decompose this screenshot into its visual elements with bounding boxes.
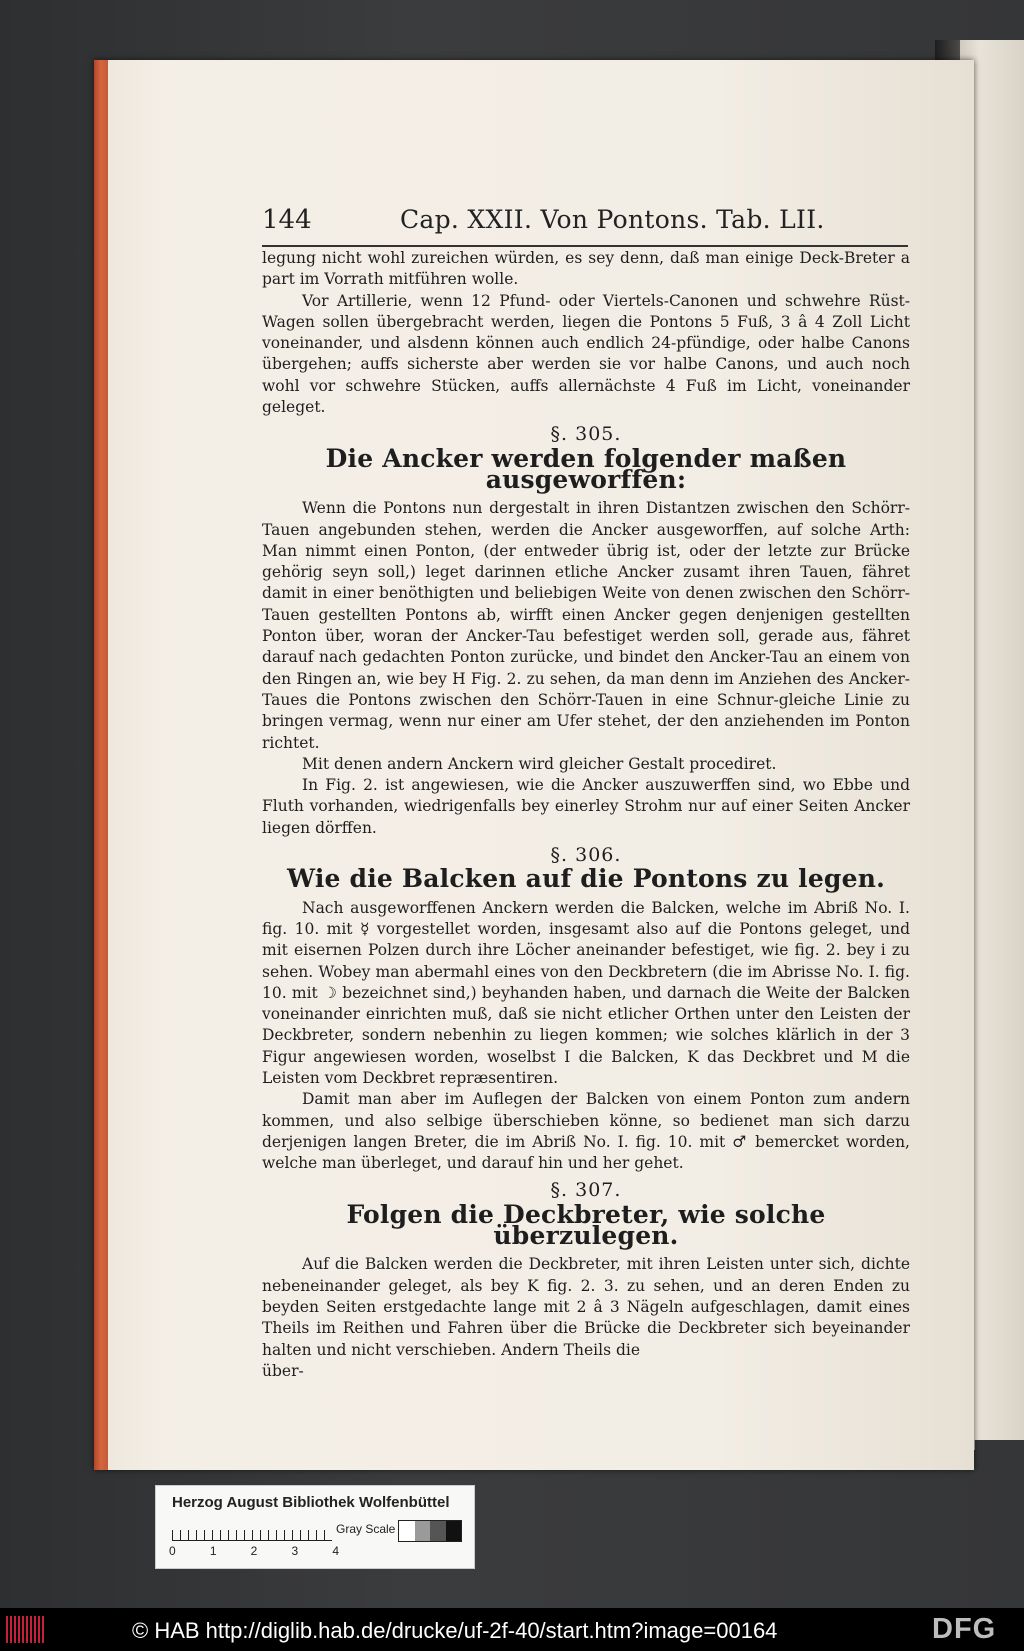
page-red-edge xyxy=(94,60,108,1470)
gray-scale-label: Gray Scale xyxy=(336,1522,396,1536)
page-number: 144 xyxy=(262,205,312,235)
paragraph: Nach ausgeworffenen Anckern werden die Balcken, welche im Abriß No. I. fig. 10. mit ☿ vorgestellet worden, insgesamt also auf die Pontons geleget, und mit eisernen Polzen durch ihre Löcher aneinander befestiget, wie fig. 2. bey i zu sehen. Wobey man abermahl eines von den Deckbretern (die im Abrisse No. I. fig. 10. mit ☽ bezeichnet sind,) beyhanden haben, und darnach die Weite der Balcken voneinander einrichten muß, daß sie nicht etlicher Orthen unter den Leisten der Deckbreter, sondern nebenhin zu liegen kommen; wie solches klärlich in der 3 Figur angewiesen worden, woselbst I die Balcken, K das Deckbret und M die Leisten vom Deckbret repræsentiren. xyxy=(262,898,910,1087)
scale-number: 1 xyxy=(209,1544,217,1558)
section-number: §. 306. xyxy=(550,844,622,867)
section-heading: Folgen die Deckbreter, wie solche überzulegen. xyxy=(346,1199,826,1251)
paragraph: In Fig. 2. ist angewiesen, wie die Ancker auszuwerffen sind, wo Ebbe und Fluth vorhanden, wiedrigenfalls bey einerley Strohm nur auf einer Seiten Ancker liegen dörffen. xyxy=(262,776,910,837)
gray-swatch xyxy=(399,1521,415,1541)
scale-number: 0 xyxy=(169,1544,176,1558)
scale-ruler xyxy=(172,1520,332,1541)
scale-number: 3 xyxy=(291,1544,299,1558)
catchword: über- xyxy=(262,1361,304,1380)
section-number: §. 305. xyxy=(550,423,622,446)
library-name: Herzog August Bibliothek Wolfenbüttel xyxy=(172,1494,450,1511)
section-number: §. 307. xyxy=(550,1179,622,1202)
barcode-logo-icon xyxy=(6,1616,44,1643)
gray-swatch xyxy=(415,1521,431,1541)
viewer-footer xyxy=(0,1608,1024,1651)
paragraph: Wenn die Pontons nun dergestalt in ihren Distantzen zwischen den Schörr-Tauen angebunden stehen, werden die Ancker ausgeworffen, auf solche Arth: Man nimmt einen Ponton, (der entweder übrig ist, oder der letzte zur Brücke gehörig seyn soll,) leget darinnen etliche Ancker zusamt ihren Tauen, fähret damit in einer benöthigten und beliebigen Weite von denen zwischen den Schörr-Tauen gestellten Pontons ab, wirfft einen Ancker gegen denjenigen gestellten Ponton über, woran der Ancker-Tau befestiget werden soll, gerade aus, fähret darauf nach gedachten Ponton zurücke, und bindet den Ancker-Tau an einem von den Ringen an, wie bey H Fig. 2. zu sehen, da man denn im Anziehen des Ancker-Taues die Pontons zwischen den Schörr-Tauen in eine Schnur-gleiche Linie zu bringen vermag, wenn nur einer am Ufer stehet, der den anziehenden im Ponton richtet. xyxy=(262,499,910,752)
paragraph: legung nicht wohl zureichen würden, es sey denn, daß man einige Deck-Breter a part im Vorrath mitführen wolle. xyxy=(262,249,910,289)
gray-scale-swatches xyxy=(398,1520,462,1542)
running-title: Cap. XXII. Von Pontons. Tab. LII. xyxy=(400,205,825,234)
paragraph: Auf die Balcken werden die Deckbreter, mit ihren Leisten unter sich, dichte nebeneinander geleget, als bey K fig. 2. 3. zu sehen, und an deren Enden zu beyden Seiten erstgedachte lange mit 2 â 3 Nägeln aufgeschlagen, damit eines Theils im Reithen und Fahren über die Brücke die Deckbreter sich beyeinander halten und nicht verschieben. Andern Theils die xyxy=(262,1255,910,1359)
gray-swatch xyxy=(430,1521,446,1541)
paragraph: Mit denen andern Anckern wird gleicher Gestalt procediret. xyxy=(302,754,777,773)
scale-number: 2 xyxy=(250,1544,258,1558)
page-header xyxy=(262,205,908,247)
section-heading: Die Ancker werden folgender maßen ausgeworffen: xyxy=(325,443,847,494)
dfg-logo: DFG xyxy=(932,1613,997,1645)
scale-number: 4 xyxy=(332,1544,339,1558)
paragraph: Vor Artillerie, wenn 12 Pfund- oder Viertels-Canonen und schwehre Rüst-Wagen sollen übergebracht werden, liegen die Pontons 5 Fuß, 3 â 4 Zoll Licht voneinander, und alsdenn können auch endlich 24-pfündige, oder halbe Canons übergehen; auffs sicherste aber werden sie vor halbe Canons, und auch noch wohl vor schwehre Stücken, auffs allernächste 4 Fuß im Licht, voneinander geleget. xyxy=(262,291,910,417)
paragraph: Damit man aber im Auflegen der Balcken von einem Ponton zum andern kommen, und also selbige überschieben könne, so bedienet man sich darzu derjenigen langen Breter, die im Abriß No. I. fig. 10. mit ♂ bemercket worden, welche man überleget, und darauf hin und her gehet. xyxy=(262,1090,910,1173)
page-body xyxy=(262,248,910,1382)
gray-swatch xyxy=(446,1521,462,1541)
scale-numbers xyxy=(169,1544,339,1558)
color-reference-card xyxy=(155,1485,475,1569)
source-link[interactable]: © HAB http://diglib.hab.de/drucke/uf-2f-40/start.htm?image=00164 xyxy=(132,1618,778,1643)
section-heading: Wie die Balcken auf die Pontons zu legen. xyxy=(286,864,885,894)
